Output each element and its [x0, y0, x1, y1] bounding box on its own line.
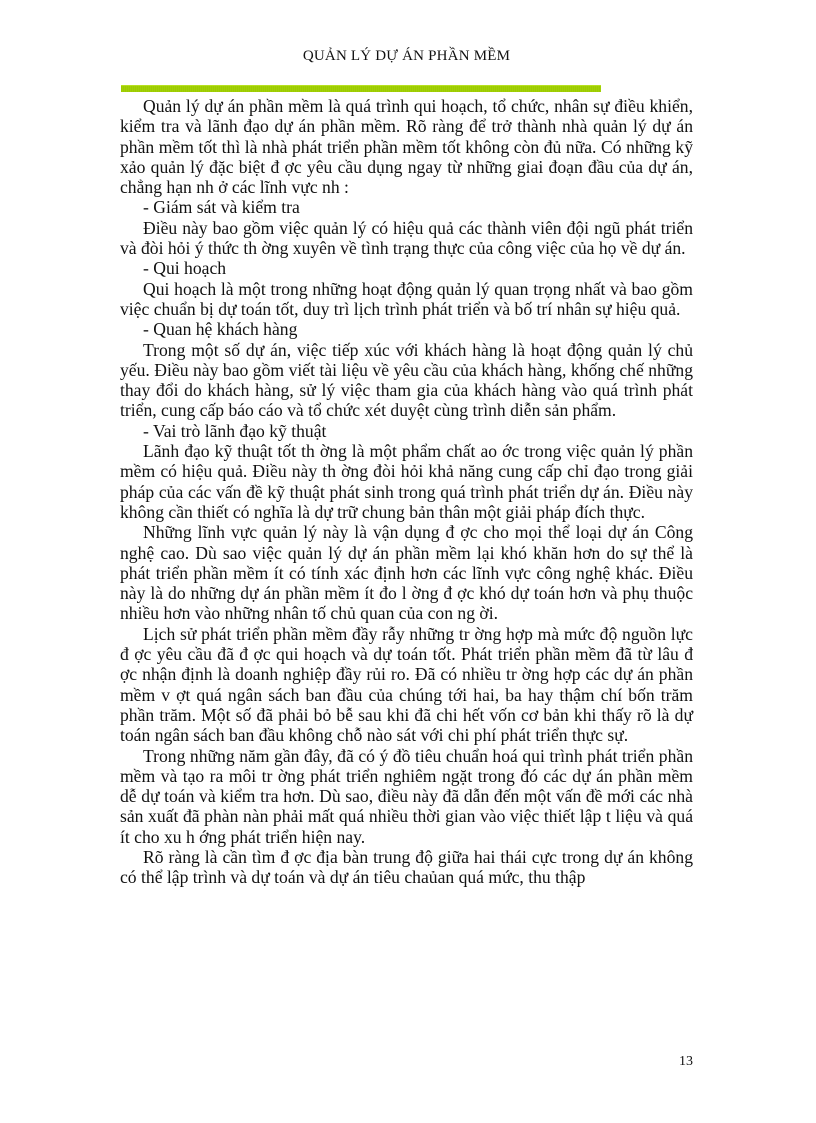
page-number: 13: [679, 1054, 693, 1069]
paragraph-planning: Qui hoạch là một trong những hoạt động quản lý quan trọng nhất và bao gồm việc chuẩn bị dự toán tốt, duy trì lịch trình phát triển và bố trí nhân sự hiệu quả.: [120, 278, 693, 319]
paragraph-technical-leadership: Lãnh đạo kỹ thuật tốt th ờng là một phẩm chất ao ớc trong việc quản lý phần mềm có hiệu quả. Điều này th ờng đòi hỏi khả năng cung cấp chỉ đạo trong giải pháp của các vấn đề kỹ thuật phát sinh trong quá trình phát triển dự án. Điều này không cần thiết có nghĩa là dự trữ chung bản thân một giải pháp đích thực.: [120, 441, 693, 522]
section-heading-customer-relations: - Quan hệ khách hàng: [143, 319, 298, 340]
paragraph-recent-years: Trong những năm gần đây, đã có ý đồ tiêu chuẩn hoá qui trình phát triển phần mềm và tạo ra môi tr ờng phát triển nghiêm ngặt trong đó các dự án phần mềm dễ dự toán và kiểm tra hơn. Dù sao, điều này đã dẫn đến một vấn đề mới các nhà sản xuất đã phàn nàn phải mất quá nhiều thời gian vào việc thiết lập t liệu và quá ít cho xu h ớng phát triển hiện nay.: [120, 745, 693, 847]
section-heading-planning: - Qui hoạch: [143, 258, 227, 279]
header-rule-divider: [121, 85, 601, 92]
body-text: [120, 96, 693, 888]
section-heading-monitoring: - Giám sát và kiểm tra: [143, 197, 300, 218]
paragraph-customer-relations: Trong một số dự án, việc tiếp xúc với khách hàng là hoạt động quản lý chủ yếu. Điều này bao gồm viết tài liệu về yêu cầu của khách hàng, khống chế những thay đổi do khách hàng, sử lý việc tham gia của khách hàng vào quá trình phát triển, cung cấp báo cáo và tổ chức xét duyệt cùng trình diễn sản phẩm.: [120, 339, 693, 421]
section-heading-technical-leadership: - Vai trò lãnh đạo kỹ thuật: [143, 420, 327, 441]
paragraph-intro: Quản lý dự án phần mềm là quá trình qui hoạch, tổ chức, nhân sự điều khiển, kiểm tra và lãnh đạo dự án phần mềm. Rõ ràng để trở thành nhà quản lý dự án phần mềm tốt thì là nhà phát triển phần mềm tốt không còn đủ nữa. Có những kỹ xảo quản lý đặc biệt đ ợc yêu cầu dụng ngay từ những giai đoạn đầu của dự án, chẳng hạn nh ở các lĩnh vực nh :: [120, 96, 693, 198]
paragraph-history: Lịch sử phát triển phần mềm đầy rẫy những tr ờng hợp mà mức độ nguồn lực đ ợc yêu cầu đã đ ợc qui hoạch và dự toán tốt. Phát triển phần mềm đã từ lâu đ ợc nhận định là doanh nghiệp đầy rủi ro. Đã có nhiều tr ờng hợp các dự án phần mềm v ợt quá ngân sách ban đầu của chúng tới hai, ba hay thậm chí bốn trăm phần trăm. Một số đã phải bỏ bễ sau khi đã chi hết vốn cơ bản khi thấy rõ là dự toán ngân sách ban đầu không chỗ nào sát với chi phí phát triển thực sự.: [120, 623, 693, 746]
paragraph-middle-ground: Rõ ràng là cần tìm đ ợc địa bàn trung độ giữa hai thái cực trong dự án không có thể lập trình và dự toán và dự án tiêu chaủan quá mức, thu thập: [120, 846, 693, 888]
running-header-title: QUẢN LÝ DỰ ÁN PHẦN MỀM: [302, 48, 511, 64]
paragraph-monitoring: Điều này bao gồm việc quản lý có hiệu quả các thành viên đội ngũ phát triển và đòi hỏi ý thức th ờng xuyên về tình trạng thực của công việc của họ về dự án.: [120, 217, 693, 259]
paragraph-management-areas: Những lĩnh vực quản lý này là vận dụng đ ợc cho mọi thể loại dự án Công nghệ cao. Dù sao việc quản lý dự án phần mềm lại khó khăn hơn do sự thể là phát triển phần mềm ít có tính xác định hơn các lĩnh vực công nghệ khác. Điều này là do những dự án phần mềm ít đo l ờng đ ợc khó dự toán hơn và phụ thuộc nhiều hơn vào những nhân tố chủ quan của con ng ời.: [120, 522, 693, 624]
